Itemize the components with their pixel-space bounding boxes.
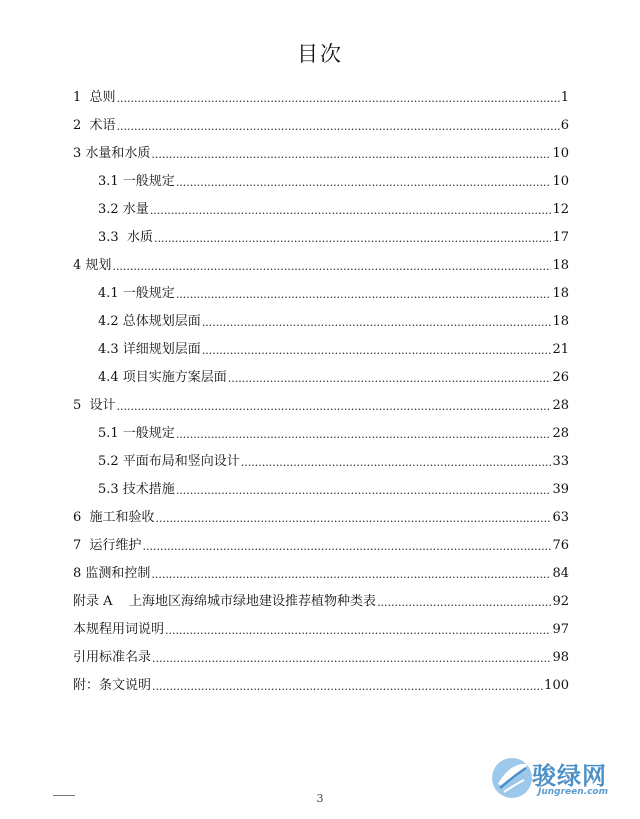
toc-leader-dots [117,398,552,416]
toc-entry-label: 本规程用词说明 [73,622,165,637]
toc-entry-page: 1 [560,90,569,105]
toc-entry-label: 3.3 水质 [98,230,153,245]
toc-entry[interactable] [73,672,569,696]
toc-entry[interactable] [98,476,569,500]
toc-leader-dots [112,258,551,276]
toc-entry[interactable] [98,280,569,304]
toc-leader-dots [377,594,551,612]
toc-entry-page: 10 [552,174,569,189]
toc-entry-page: 18 [552,258,569,273]
toc-entry-label: 2 术语 [73,118,116,133]
toc-entry-page: 76 [552,538,569,553]
toc-leader-dots [151,566,551,584]
toc-leader-dots [176,286,552,304]
toc-leader-dots [156,510,552,528]
leaf-logo-icon [490,754,534,800]
toc-entry-page: 10 [552,146,569,161]
toc-leader-dots [117,118,560,136]
toc-entry-label: 5.2 平面布局和竖向设计 [98,454,240,469]
toc-leader-dots [165,622,551,640]
toc-leader-dots [202,314,552,332]
toc-entry[interactable] [98,364,569,388]
toc-entry-label: 引用标准名录 [73,650,152,665]
toc-entry-label: 5.1 一般规定 [98,426,175,441]
toc-entry[interactable] [73,644,569,668]
toc-entry[interactable] [98,168,569,192]
toc-entry[interactable] [73,616,569,640]
toc-entry-page: 33 [552,454,569,469]
toc-entry-page: 39 [552,482,569,497]
toc-leader-dots [176,426,552,444]
toc-entry[interactable] [73,560,569,584]
toc-entry-page: 92 [552,594,569,609]
toc-entry-page: 100 [544,678,569,693]
toc-entry-label: 8 监测和控制 [73,566,151,581]
toc-entry-page: 84 [552,566,569,581]
toc-leader-dots [143,538,552,556]
toc-entry-label: 1 总则 [73,90,116,105]
toc-entry-label: 4.1 一般规定 [98,286,175,301]
toc-leader-dots [117,90,560,108]
toc-entry-label: 5 设计 [73,398,116,413]
toc-entry[interactable] [98,336,569,360]
toc-entry[interactable] [98,308,569,332]
toc-leader-dots [228,370,552,388]
toc-entry[interactable] [73,392,569,416]
toc-entry[interactable] [73,140,569,164]
toc-entry-label: 4 规划 [73,258,112,273]
toc-entry-label: 附录 A 上海地区海绵城市绿地建设推荐植物种类表 [73,594,377,609]
toc-leader-dots [176,482,552,500]
toc-entry-page: 97 [552,622,569,637]
toc-leader-dots [154,230,552,248]
toc-entry[interactable] [73,504,569,528]
watermark-url: Jungreen.com [538,787,608,797]
toc-entry[interactable] [73,252,569,276]
toc-entry-page: 6 [560,118,569,133]
toc-entry-page: 26 [552,370,569,385]
toc-leader-dots [152,678,543,696]
toc-entry-label: 7 运行维护 [73,538,142,553]
watermark-logo [490,752,630,802]
toc-leader-dots [151,146,551,164]
toc-entry-label: 3.1 一般规定 [98,174,175,189]
toc-leader-dots [176,174,552,192]
page-title: 目次 [297,42,343,66]
toc-entry-label: 5.3 技术措施 [98,482,175,497]
toc-leader-dots [241,454,552,472]
toc-entry-label: 4.2 总体规划层面 [98,314,201,329]
toc-entry[interactable] [98,196,569,220]
toc-entry-label: 3.2 水量 [98,202,149,217]
toc-entry[interactable] [73,532,569,556]
toc-entry-page: 63 [552,510,569,525]
toc-entry-page: 18 [552,286,569,301]
toc-entry-label: 3 水量和水质 [73,146,151,161]
toc-leader-dots [150,202,552,220]
watermark-text: 骏绿网 [532,762,607,790]
toc-entry-label: 附：条文说明 [73,678,152,693]
toc-entry[interactable] [73,588,569,612]
toc-entry[interactable] [73,112,569,136]
toc-entry-page: 18 [552,314,569,329]
toc-leader-dots [202,342,552,360]
toc-entry[interactable] [98,224,569,248]
toc-entry-label: 6 施工和验收 [73,510,155,525]
toc-entry[interactable] [73,84,569,108]
toc-entry-page: 28 [552,426,569,441]
toc-leader-dots [152,650,551,668]
toc-entry-page: 28 [552,398,569,413]
toc-entry-page: 17 [552,230,569,245]
toc-entry-page: 21 [552,342,569,357]
toc-entry-page: 98 [552,650,569,665]
toc-entry-label: 4.3 详细规划层面 [98,342,201,357]
toc-entry-label: 4.4 项目实施方案层面 [98,370,227,385]
toc-entry-page: 12 [552,202,569,217]
toc-entry[interactable] [98,448,569,472]
toc-entry[interactable] [98,420,569,444]
page-number: 3 [316,792,324,805]
